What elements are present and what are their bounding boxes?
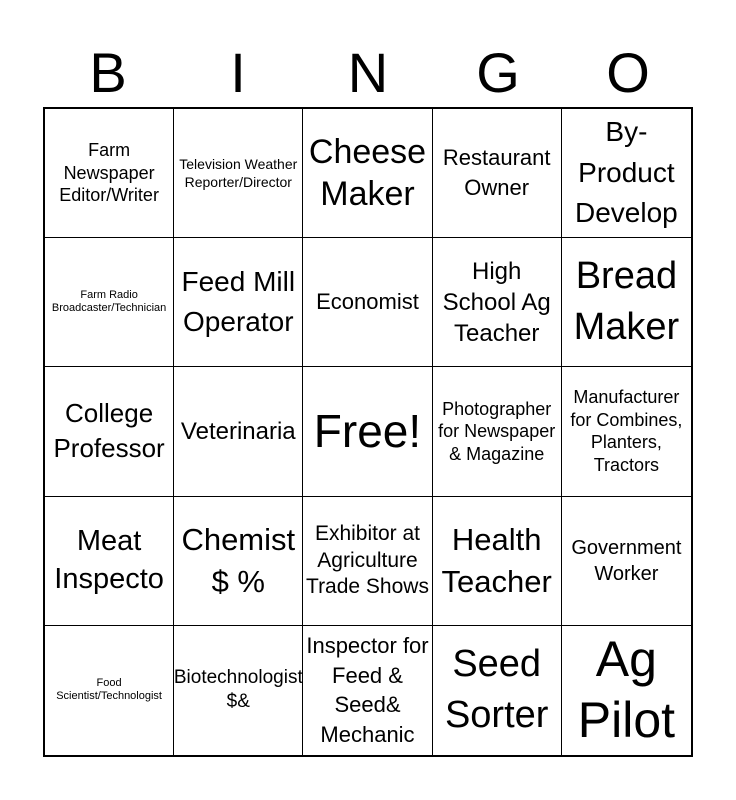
cell-label: Feed Mill Operator [181, 265, 296, 338]
bingo-cell[interactable] [174, 626, 303, 755]
cell-label: Inspector for Feed & Seed& Mechanic [306, 633, 429, 748]
cell-label: Cheese Maker [308, 132, 427, 214]
bingo-cell[interactable] [303, 497, 432, 626]
bingo-cell[interactable] [303, 109, 432, 238]
header-letter-n: N [347, 41, 389, 104]
cell-label: By-Product Develop [575, 116, 678, 229]
bingo-cell[interactable] [303, 626, 432, 755]
cell-label: College Professor [53, 397, 165, 464]
free-space-cell[interactable] [303, 367, 432, 496]
bingo-cell[interactable] [174, 109, 303, 238]
bingo-cell[interactable] [45, 109, 174, 238]
cell-label: Bread Maker [573, 254, 680, 349]
bingo-cell[interactable] [433, 238, 562, 367]
cell-label: Meat Inspecto [54, 525, 164, 595]
bingo-cell[interactable] [562, 626, 691, 755]
bingo-cell[interactable] [174, 367, 303, 496]
bingo-board [43, 107, 693, 757]
bingo-header [43, 38, 693, 108]
bingo-cell[interactable] [45, 497, 174, 626]
header-letter-i: I [230, 41, 246, 104]
cell-label: Manufacturer for Combines, Planters, Tractors [570, 387, 683, 475]
cell-label: Chemist $ % [181, 521, 296, 599]
bingo-cell[interactable] [45, 367, 174, 496]
cell-label: Exhibitor at Agriculture Trade Shows [306, 522, 429, 598]
cell-label: Health Teacher [441, 521, 552, 599]
bingo-cell[interactable] [562, 497, 691, 626]
bingo-cell[interactable] [562, 367, 691, 496]
free-space-label: Free! [313, 405, 422, 458]
cell-label: Seed Sorter [444, 643, 549, 737]
bingo-cell[interactable] [45, 238, 174, 367]
cell-label: Farm Newspaper Editor/Writer [59, 140, 159, 206]
bingo-cell[interactable] [433, 109, 562, 238]
bingo-cell[interactable] [303, 238, 432, 367]
cell-label: Economist [316, 289, 419, 315]
bingo-cell[interactable] [45, 626, 174, 755]
header-letter-b: B [89, 41, 127, 104]
bingo-cell[interactable] [433, 367, 562, 496]
cell-label: Veterinaria [180, 417, 296, 445]
cell-label: Food Scientist/Technologist [56, 676, 162, 703]
bingo-cell[interactable] [562, 238, 691, 367]
cell-label: High School Ag Teacher [442, 257, 551, 347]
cell-label: Restaurant Owner [442, 145, 551, 201]
cell-label: Ag Pilot [577, 631, 676, 749]
cell-label: Biotechnologist $& [174, 666, 303, 713]
bingo-cell[interactable] [174, 238, 303, 367]
bingo-cell[interactable] [174, 497, 303, 626]
cell-label: Television Weather Reporter/Director [179, 155, 298, 191]
cell-label: Government Worker [571, 536, 682, 585]
bingo-cell[interactable] [562, 109, 691, 238]
header-letter-o: O [606, 41, 650, 104]
cell-label: Farm Radio Broadcaster/Technician [51, 288, 167, 315]
header-letter-g: G [476, 41, 520, 104]
cell-label: Photographer for Newspaper & Magazine [438, 398, 556, 464]
bingo-cell[interactable] [433, 626, 562, 755]
bingo-cell[interactable] [433, 497, 562, 626]
